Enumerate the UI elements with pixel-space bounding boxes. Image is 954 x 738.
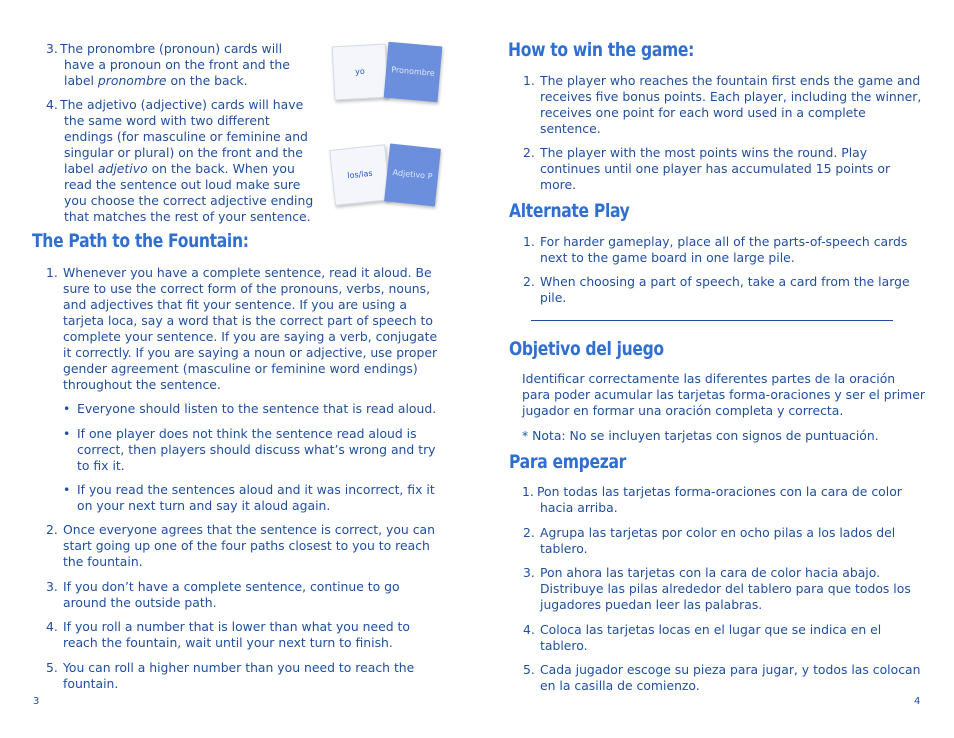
text-line: sure to use the correct form of the pronouns, verbs, nouns, (63, 281, 431, 296)
list-text (522, 484, 927, 516)
text-line: more. (540, 177, 577, 192)
card-back-adjetivo: Adjetivo P (384, 143, 441, 206)
list-number: 1. (522, 484, 534, 499)
card-front-yo: yo (332, 44, 389, 101)
text-line: you choose the correct adjective ending (64, 193, 314, 208)
list-number: 1. (46, 265, 58, 280)
list-number: 2. (523, 274, 535, 289)
text-line: If you read the sentences aloud and it was incorrect, fix it (77, 482, 435, 497)
text-line: Everyone should listen to the sentence that is read aloud. (77, 401, 437, 416)
list-text (46, 579, 446, 611)
list-text (46, 619, 446, 651)
text-line: reach the fountain, wait until your next turn to finish. (63, 635, 393, 650)
win-heading: How to win the game: (508, 39, 695, 61)
text-line: the fountain. (63, 554, 143, 569)
text-line: If one player does not think the sentence read aloud is (77, 426, 417, 441)
text-line: The player who reaches the fountain first ends the game and (540, 73, 921, 88)
path-item-3 (46, 579, 446, 611)
path-heading: The Path to the Fountain: (32, 230, 249, 252)
text-line: start going up one of the four paths closest to you to reach (63, 538, 430, 553)
text-line: sentence. (540, 121, 601, 136)
text-line: jugador en formar una oración completa y correcta. (522, 403, 844, 418)
text-line: If you don’t have a complete sentence, continue to go (63, 579, 400, 594)
text-line: para poder acumular las tarjetas forma-oraciones y ser el primer (522, 387, 925, 402)
list-text (46, 41, 316, 89)
bullet-text (63, 426, 448, 474)
win-item-2 (523, 145, 928, 193)
text-line: jugadores puedan leer las palabras. (540, 597, 763, 612)
text-line: endings (for masculine or feminine and (64, 129, 308, 144)
bullet-item (63, 401, 448, 417)
text-line: correct, then players should discuss what’s wrong and try (77, 442, 436, 457)
bullet-dot: • (63, 482, 71, 497)
text-line: Agrupa las tarjetas por color en ocho pilas a los lados del (540, 525, 896, 540)
path-item-2 (46, 522, 446, 570)
list-text (46, 97, 326, 225)
list-number: 2. (523, 525, 535, 540)
text-line: You can roll a higher number than you need to reach the (63, 660, 415, 675)
start-item-3 (523, 565, 928, 613)
text-line: Once everyone agrees that the sentence is correct, you can (63, 522, 435, 537)
list-number: 2. (46, 522, 58, 537)
list-number: 1. (523, 234, 535, 249)
win-item-1 (523, 73, 928, 137)
text-line: continues until one player has accumulated 15 points or (540, 161, 891, 176)
list-text (46, 522, 446, 570)
path-item-1 (46, 265, 446, 393)
alt-item-1 (523, 234, 928, 266)
path-item-5 (46, 660, 446, 692)
text-line: Pon ahora las tarjetas con la cara de color hacia abajo. (540, 565, 881, 580)
path-item-4 (46, 619, 446, 651)
text-line: The adjetivo (adjective) cards will have (60, 97, 304, 112)
text-line: Cada jugador escoge su pieza para jugar, y todos las colocan (540, 662, 921, 677)
text-line: en la casilla de comienzo. (540, 678, 700, 693)
text-line: tablero. (540, 541, 588, 556)
bullet-item (63, 426, 448, 474)
start-item-4 (523, 622, 928, 654)
text-line: around the outside path. (63, 595, 217, 610)
text-line: Distribuye las pilas alrededor del tablero para que todos los (540, 581, 911, 596)
list-text (523, 565, 928, 613)
text-line: complete your sentence. If you are saying a verb, conjugate (63, 329, 438, 344)
list-number: 4. (46, 619, 58, 634)
text-line: When choosing a part of speech, take a card from the large (540, 274, 910, 289)
bullet-text (63, 401, 448, 417)
text-line: the same word with two different (64, 113, 270, 128)
list-number: 4. (523, 622, 535, 637)
text-line: tablero. (540, 638, 588, 653)
page-number-right: 4 (914, 696, 921, 707)
objective-note: * Nota: No se incluyen tarjetas con signos de puntuación. (522, 428, 879, 443)
text-line: throughout the sentence. (63, 377, 221, 392)
section-divider (531, 320, 893, 321)
text-line: singular or plural) on the front and the (64, 145, 303, 160)
start-item-5 (523, 662, 928, 694)
text-line: Pon todas las tarjetas forma-oraciones con la cara de color (537, 484, 902, 499)
text-line: receives one point for each word used in a complete (540, 105, 866, 120)
text-line-italic: label adjetivo on the back. When you (64, 161, 295, 176)
card-back-pronombre: Pronombre (384, 42, 443, 102)
text-line: The player with the most points wins the round. Play (540, 145, 868, 160)
text-line: receives five bonus points. Each player, including the winner, (540, 89, 922, 104)
list-text (523, 274, 928, 306)
alt-heading: Alternate Play (509, 200, 630, 222)
objective-paragraph (522, 371, 932, 419)
text-line: hacia arriba. (540, 500, 618, 515)
list-text (523, 73, 928, 137)
text-line: gender agreement (masculine or feminine word endings) (63, 361, 418, 376)
list-text (46, 660, 446, 692)
card-item-3 (46, 41, 316, 89)
page-number-left: 3 (33, 696, 40, 707)
text-line: Identificar correctamente las diferentes partes de la oración (522, 371, 896, 386)
list-number: 3. (46, 579, 58, 594)
list-number: 5. (46, 660, 58, 675)
card-item-4 (46, 97, 326, 225)
list-text (523, 662, 928, 694)
list-text (523, 145, 928, 193)
bullet-dot: • (63, 426, 71, 441)
start-item-2 (523, 525, 928, 557)
text-line: it correctly. If you are saying a noun or adjective, use proper (63, 345, 438, 360)
text-line: The pronombre (pronoun) cards will (60, 41, 283, 56)
text-line: and adjectives that fit your sentence. If you are using a (63, 297, 407, 312)
list-text (523, 525, 928, 557)
bullet-text (63, 482, 448, 514)
start-item-1 (522, 484, 927, 516)
text-line: For harder gameplay, place all of the parts-of-speech cards (540, 234, 908, 249)
bullet-dot: • (63, 401, 71, 416)
list-number: 2. (523, 145, 535, 160)
list-number: 3. (523, 565, 535, 580)
alt-item-2 (523, 274, 928, 306)
text-line: If you roll a number that is lower than what you need to (63, 619, 410, 634)
text-line: have a pronoun on the front and the (64, 57, 290, 72)
list-number: 4. (46, 97, 58, 112)
list-text (523, 622, 928, 654)
list-number: 1. (523, 73, 535, 88)
text-line: read the sentence out loud make sure (64, 177, 301, 192)
text-line: Whenever you have a complete sentence, read it aloud. Be (63, 265, 432, 280)
list-number: 3. (46, 41, 58, 56)
text-line: Coloca las tarjetas locas en el lugar que se indica en el (540, 622, 882, 637)
text-line: fountain. (63, 676, 119, 691)
italic-label: pronombre (97, 73, 167, 88)
text-line: to fix it. (77, 458, 125, 473)
text-line: pile. (540, 290, 567, 305)
bullet-item (63, 482, 448, 514)
text-line: next to the game board in one large pile. (540, 250, 795, 265)
list-text (523, 234, 928, 266)
list-number: 5. (523, 662, 535, 677)
text-line: tarjeta loca, say a word that is the correct part of speech to (63, 313, 433, 328)
start-heading: Para empezar (509, 451, 626, 473)
text-line: that matches the rest of your sentence. (64, 209, 311, 224)
card-front-los-las: los/las (329, 144, 391, 206)
text-line: on your next turn and say it aloud again. (77, 498, 331, 513)
italic-label: adjetivo (97, 161, 148, 176)
list-text (46, 265, 446, 393)
objective-heading: Objetivo del juego (509, 338, 664, 360)
text-line-italic: label pronombre on the back. (64, 73, 248, 88)
